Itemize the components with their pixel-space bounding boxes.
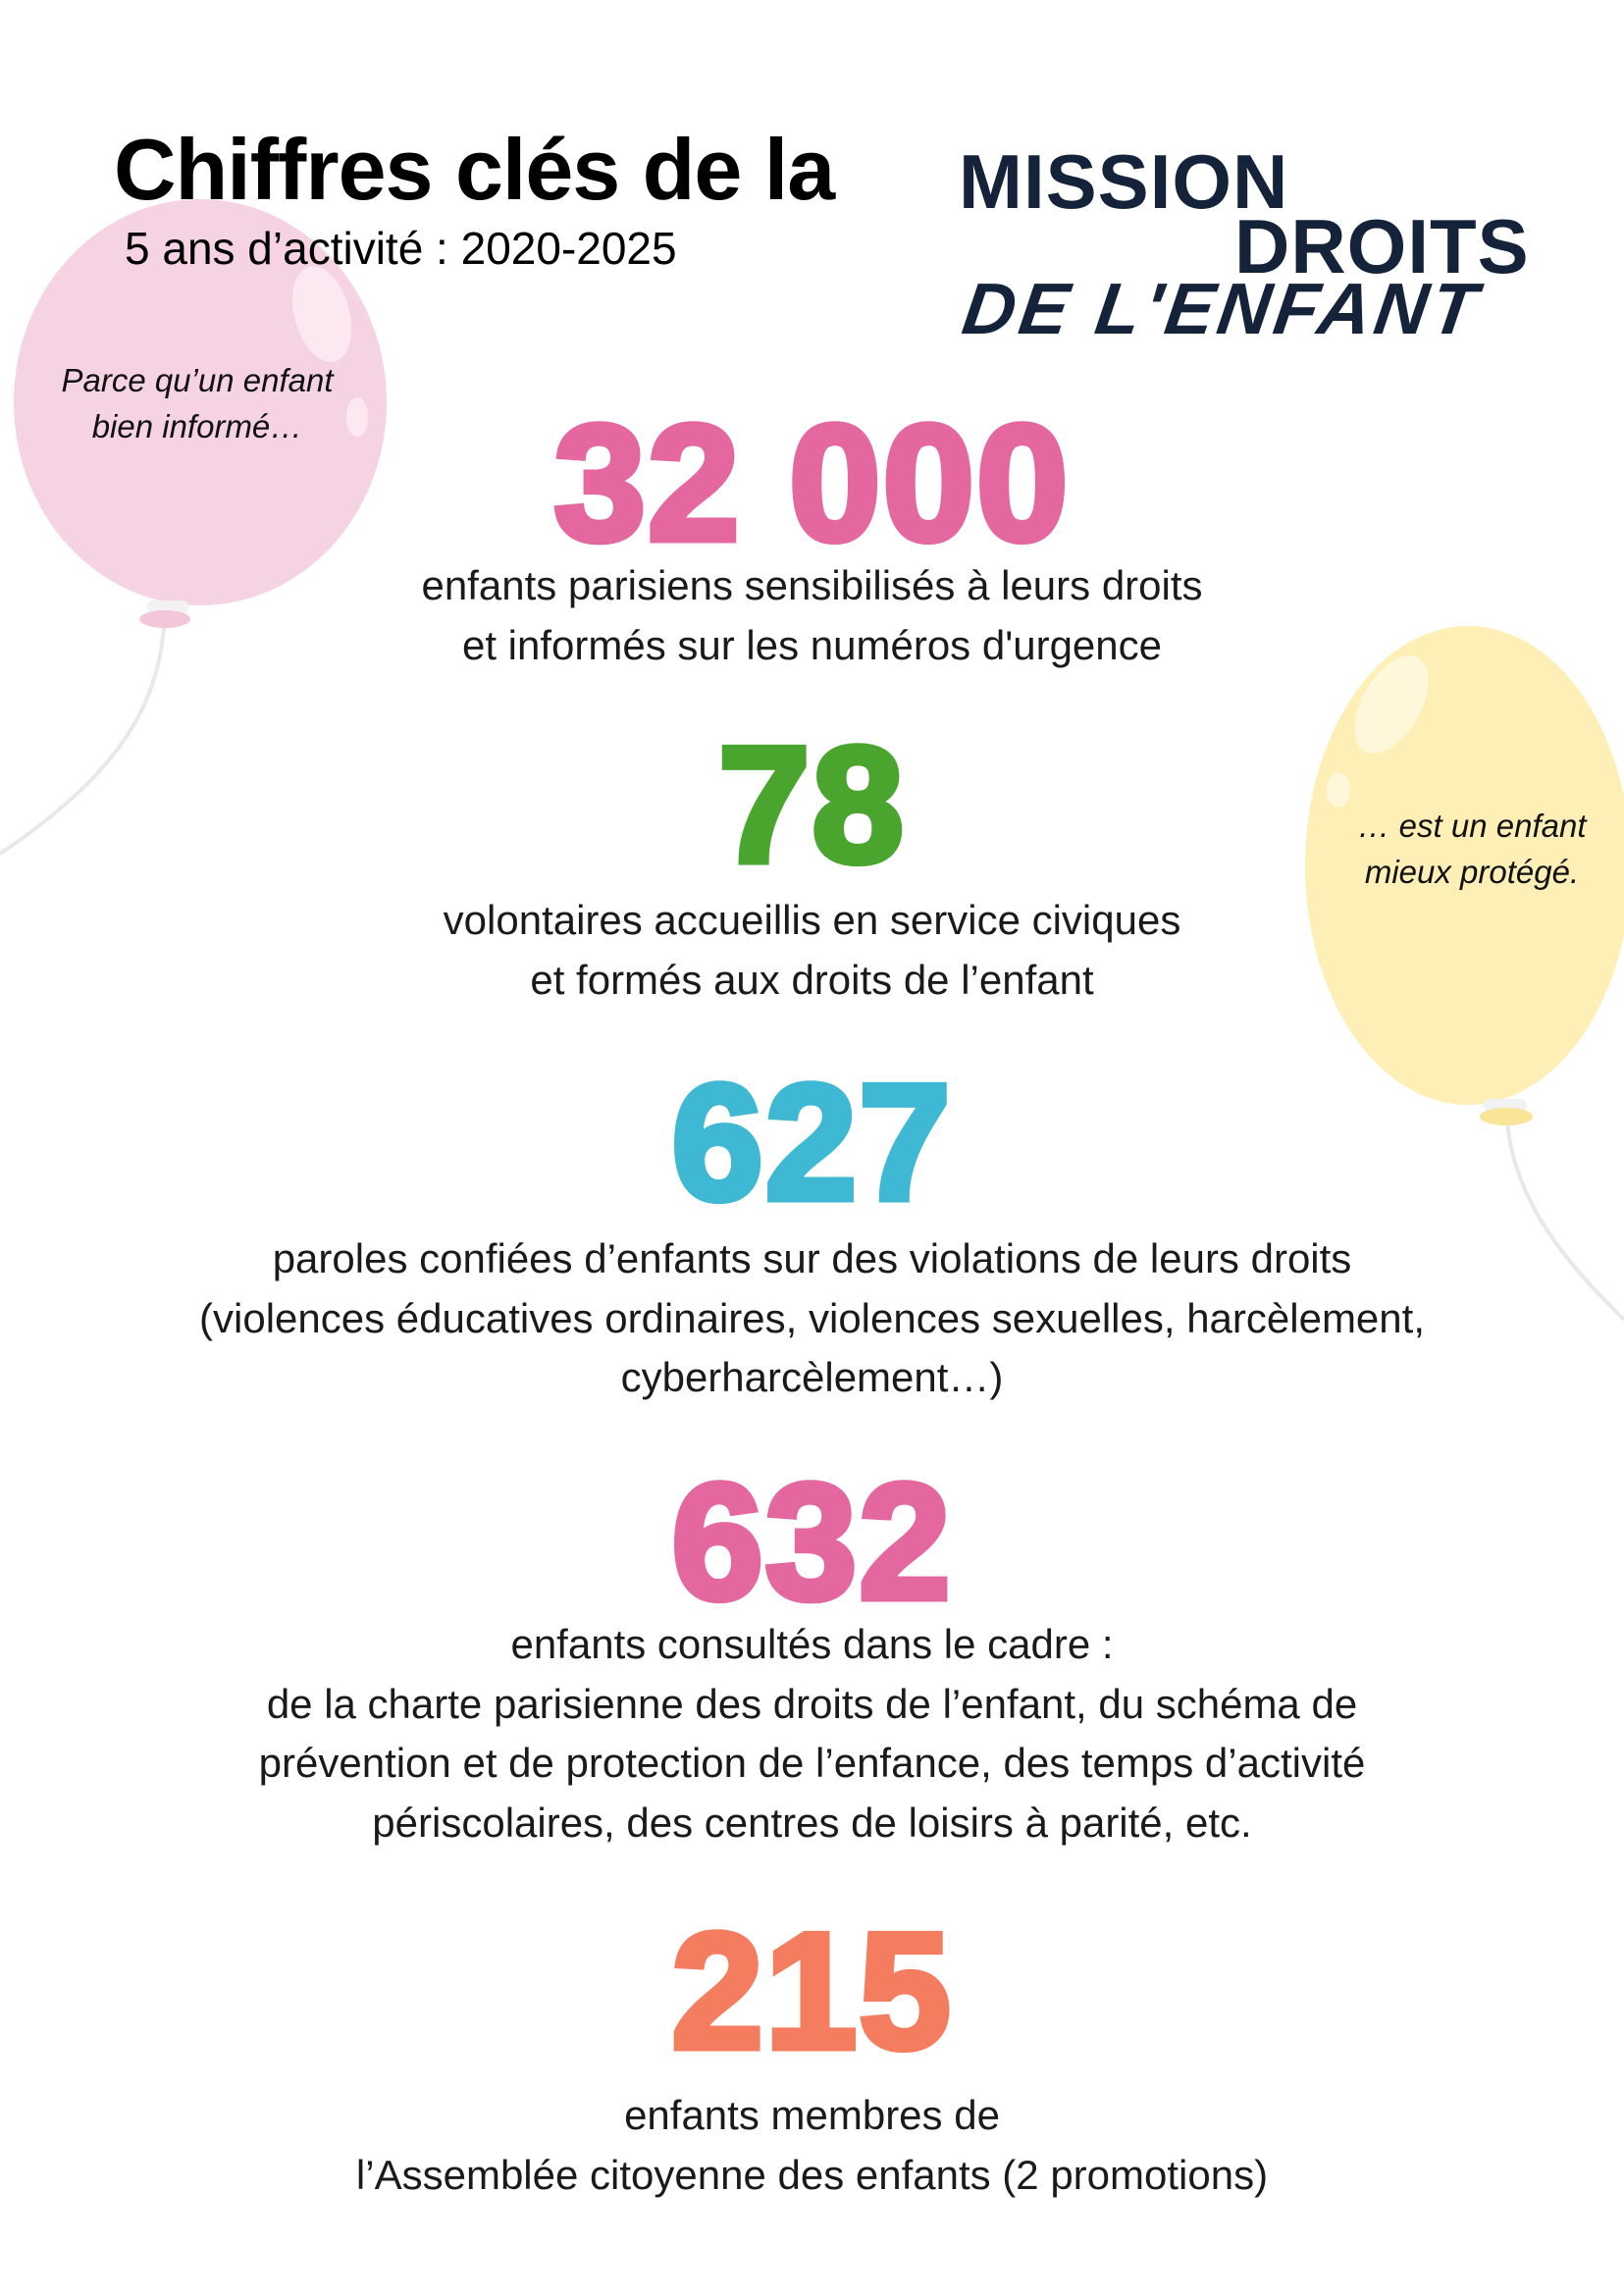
note-line: mieux protégé.	[1364, 854, 1580, 890]
stat-value-testimonies: 627	[671, 1050, 953, 1234]
stat-value-volunteers: 78	[718, 712, 906, 897]
stat-description	[0, 891, 1624, 1010]
page-subtitle: 5 ans d’activité : 2020-2025	[125, 223, 677, 274]
stat-description	[0, 1229, 1624, 1408]
stat-description	[0, 1615, 1624, 1852]
desc-line: enfants parisiens sensibilisés à leurs droits	[421, 562, 1203, 608]
desc-line: et informés sur les numéros d'urgence	[461, 621, 1162, 668]
logo-line-enfant: DE L'ENFANT	[958, 268, 1486, 349]
stat-description	[0, 556, 1624, 675]
desc-line: (violences éducatives ordinaires, violences sexuelles, harcèlement,	[199, 1294, 1425, 1341]
logo-line-droits: DROITS	[1234, 203, 1530, 289]
desc-line: périscolaires, des centres de loisirs à parité, etc.	[372, 1799, 1252, 1846]
desc-line: prévention et de protection de l’enfance, des temps d’activité	[258, 1740, 1366, 1786]
logo-line-mission: MISSION	[959, 138, 1289, 225]
stat-value-children-informed: 32 000	[553, 391, 1071, 575]
desc-line: volontaires accueillis en service civiques	[443, 897, 1181, 943]
note-line: bien informé…	[91, 408, 303, 444]
desc-line: enfants consultés dans le cadre :	[510, 1621, 1114, 1667]
page-title: Chiffres clés de la	[114, 121, 835, 218]
desc-line: paroles confiées d’enfants sur des violations de leurs droits	[272, 1235, 1352, 1281]
note-line: … est un enfant	[1357, 808, 1587, 844]
desc-line: enfants membres de	[624, 2092, 1000, 2138]
desc-line: l’Assemblée citoyenne des enfants (2 promotions)	[355, 2151, 1269, 2198]
stat-value-assembly-members: 215	[671, 1899, 953, 2083]
desc-line: de la charte parisienne des droits de l’enfant, du schéma de	[266, 1680, 1358, 1727]
note-line: Parce qu’un enfant	[61, 362, 334, 398]
stat-description	[0, 2086, 1624, 2205]
desc-line: cyberharcèlement…)	[620, 1354, 1004, 1400]
stat-value-consulted: 632	[671, 1449, 953, 1634]
desc-line: et formés aux droits de l’enfant	[530, 956, 1094, 1003]
